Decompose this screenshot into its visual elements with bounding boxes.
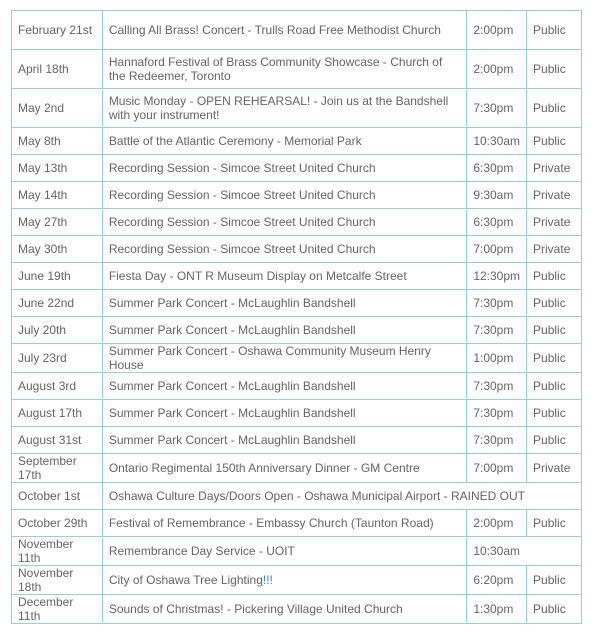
event-name: Remembrance Day Service - UOIT [102,537,467,566]
table-row [12,182,582,209]
event-date: February 21st [12,11,103,50]
event-name-text: Recording Session - Simcoe Street United Church [108,188,376,202]
event-access: Public [527,290,582,317]
event-name [102,263,467,290]
event-time: 10:30am [467,537,582,566]
events-table [11,10,582,624]
table-row [12,128,582,155]
event-name [102,209,467,236]
event-name-text: Summer Park Concert - McLaughlin Bandshell [108,296,356,310]
event-name-text: Hannaford Festival of Brass Community Showcase - Church of the Redeemer, Toronto [108,55,443,83]
event-name [102,236,467,263]
exclamation-emphasis: !!! [262,573,273,587]
event-access: Public [527,510,582,537]
event-time: 2:00pm [467,11,527,50]
table-row [12,344,582,373]
event-time: 7:30pm [467,317,527,344]
event-name-text: Festival of Remembrance - Embassy Church (Taunton Road) [108,516,434,530]
event-name [102,290,467,317]
table-row [12,236,582,263]
event-name: Oshawa Culture Days/Doors Open - Oshawa Municipal Airport - RAINED OUT [102,483,581,510]
event-time: 7:30pm [467,290,527,317]
event-access: Private [527,236,582,263]
event-name-text: City of Oshawa Tree Lighting [108,573,263,587]
table-row [12,373,582,400]
event-date: July 23rd [12,344,103,373]
table-row [12,155,582,182]
table-row [12,11,582,50]
event-access: Public [527,128,582,155]
event-access: Public [527,427,582,454]
event-name [102,454,467,483]
event-date: August 31st [12,427,103,454]
event-time: 7:30pm [467,427,527,454]
event-name-text: Recording Session - Simcoe Street United Church [108,161,376,175]
event-name [102,373,467,400]
event-date: September 17th [12,454,103,483]
event-time: 7:00pm [467,454,527,483]
table-row [12,50,582,89]
table-row [12,537,582,566]
table-row [12,263,582,290]
event-name-text: Summer Park Concert - McLaughlin Bandshell [108,379,356,393]
event-access: Private [527,182,582,209]
event-name-text: Fiesta Day - ONT R Museum Display on Metcalfe Street [108,269,407,283]
event-name [102,89,467,128]
event-name [102,400,467,427]
event-date: July 20th [12,317,103,344]
table-row [12,290,582,317]
event-name-text: Music Monday - OPEN REHEARSAL! - Join us at the Bandshell with your instrument! [108,94,449,122]
table-row [12,566,582,595]
event-name [102,595,467,624]
event-name [102,510,467,537]
event-date: August 3rd [12,373,103,400]
event-date: October 29th [12,510,103,537]
event-name [102,182,467,209]
event-date: May 30th [12,236,103,263]
event-access: Private [527,209,582,236]
event-access: Public [527,263,582,290]
table-row [12,317,582,344]
event-date: October 1st [12,483,103,510]
event-date: May 14th [12,182,103,209]
event-name [102,128,467,155]
event-time: 2:00pm [467,510,527,537]
table-row [12,209,582,236]
event-access: Public [527,373,582,400]
event-name [102,344,467,373]
event-access: Public [527,344,582,373]
event-name-text: Recording Session - Simcoe Street United Church [108,215,376,229]
table-row [12,454,582,483]
event-name-text: Recording Session - Simcoe Street United Church [108,242,376,256]
table-row [12,510,582,537]
table-row [12,400,582,427]
event-name-text: Summer Park Concert - McLaughlin Bandshell [108,433,356,447]
table-row [12,89,582,128]
event-time: 7:30pm [467,89,527,128]
table-row [12,427,582,454]
event-name [102,317,467,344]
event-time: 10:30am [467,128,527,155]
event-date: November 11th [12,537,103,566]
event-name-text: Calling All Brass! Concert - Trulls Road Free Methodist Church [108,23,441,37]
event-access: Public [527,317,582,344]
event-time: 6:20pm [467,566,527,595]
event-date: November 18th [12,566,103,595]
event-time: 6:30pm [467,209,527,236]
event-date: June 22nd [12,290,103,317]
event-date: May 27th [12,209,103,236]
event-name [102,427,467,454]
event-time: 7:30pm [467,400,527,427]
event-access: Public [527,566,582,595]
event-access: Private [527,454,582,483]
event-date: May 2nd [12,89,103,128]
event-access: Public [527,11,582,50]
event-time: 6:30pm [467,155,527,182]
event-name [102,566,467,595]
event-date: May 13th [12,155,103,182]
event-date: April 18th [12,50,103,89]
event-name [102,50,467,89]
event-date: May 8th [12,128,103,155]
event-time: 7:00pm [467,236,527,263]
event-name [102,155,467,182]
event-name-text: Battle of the Atlantic Ceremony - Memorial Park [108,134,362,148]
table-row [12,483,582,510]
event-name-text: Summer Park Concert - McLaughlin Bandshell [108,406,356,420]
event-date: December 11th [12,595,103,624]
event-access: Private [527,155,582,182]
event-time: 1:30pm [467,595,527,624]
event-date: August 17th [12,400,103,427]
event-time: 9:30am [467,182,527,209]
event-access: Public [527,595,582,624]
event-access: Public [527,50,582,89]
event-access: Public [527,400,582,427]
event-name-text: Sounds of Christmas! - Pickering Village United Church [108,602,403,616]
event-time: 1:00pm [467,344,527,373]
event-time: 7:30pm [467,373,527,400]
event-name-text: Summer Park Concert - McLaughlin Bandshell [108,323,356,337]
event-access: Public [527,89,582,128]
event-name-text: Ontario Regimental 150th Anniversary Dinner - GM Centre [108,461,420,475]
event-time: 2:00pm [467,50,527,89]
event-name-text: Summer Park Concert - Oshawa Community Museum Henry House [108,344,431,372]
event-time: 12:30pm [467,263,527,290]
event-name [102,11,467,50]
event-date: June 19th [12,263,103,290]
table-row [12,595,582,624]
